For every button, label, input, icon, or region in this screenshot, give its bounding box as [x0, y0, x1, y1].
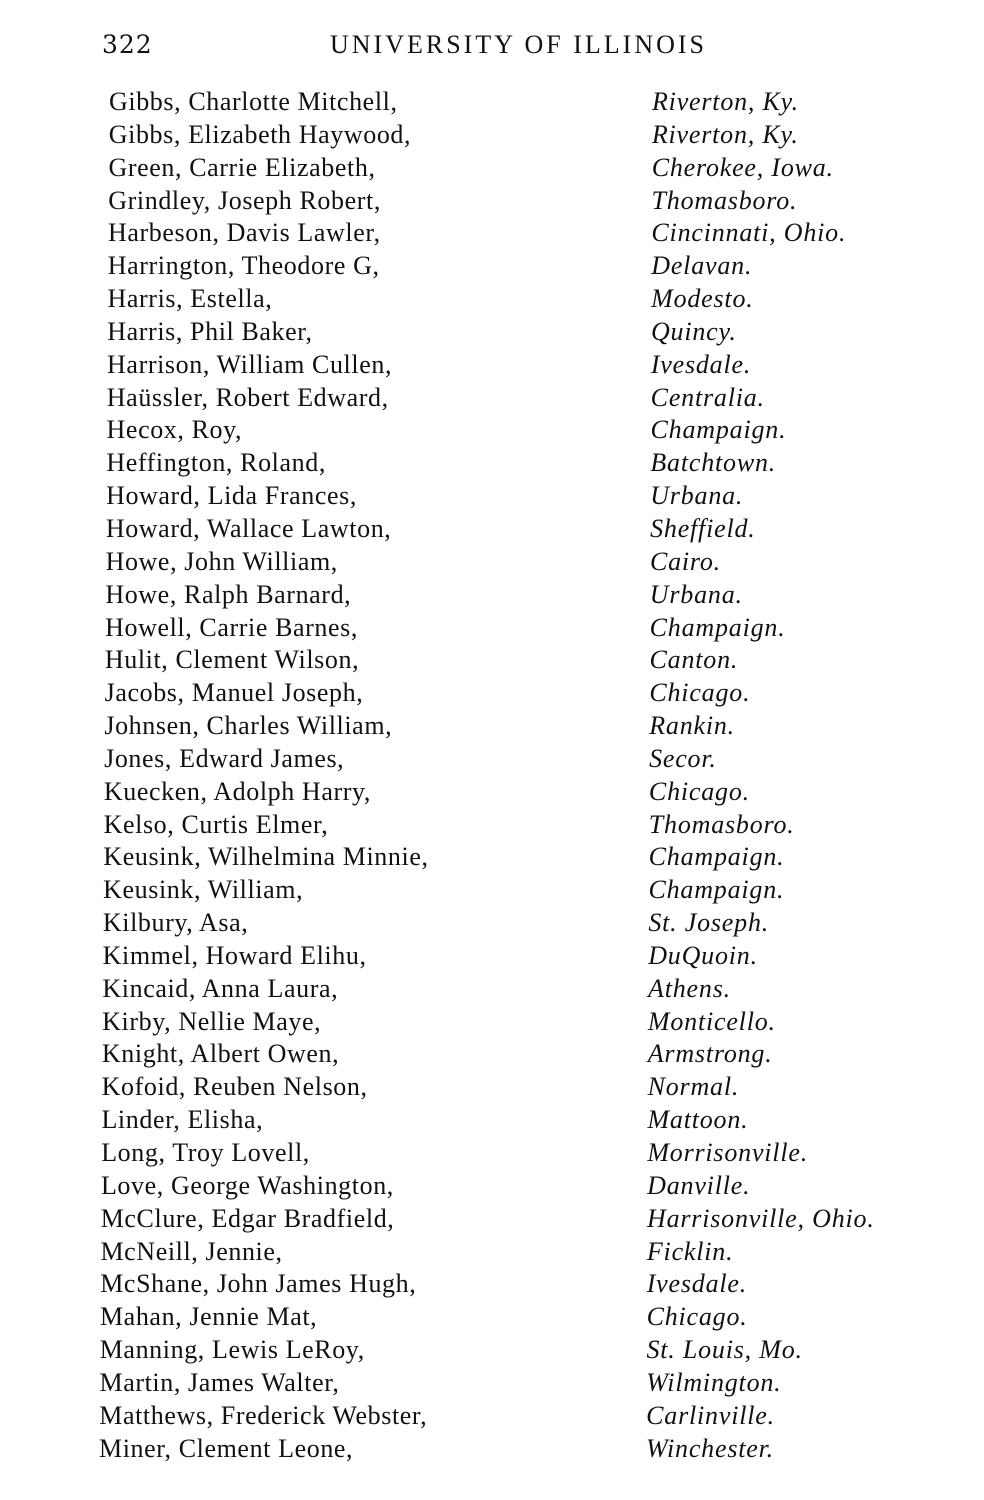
list-item [0, 874, 984, 907]
list-item [0, 1433, 984, 1466]
student-hometown: Ivesdale. [650, 349, 752, 379]
list-item [0, 1334, 984, 1367]
student-name: Kuecken, Adolph Harry, [103, 776, 371, 806]
student-name: Hulit, Clement Wilson, [104, 645, 360, 675]
student-hometown: Thomasboro. [651, 185, 798, 215]
list-item [0, 86, 984, 119]
list-item [0, 1236, 984, 1269]
student-hometown: Canton. [649, 645, 739, 675]
student-name: Long, Troy Lovell, [101, 1138, 310, 1167]
list-item [0, 677, 984, 710]
list-item [0, 1367, 984, 1400]
student-hometown: Secor. [649, 743, 717, 773]
student-name: Kofoid, Reuben Nelson, [101, 1072, 368, 1102]
student-hometown: Delavan. [651, 251, 753, 281]
student-hometown: Cherokee, Iowa. [651, 152, 834, 182]
student-name: Harris, Phil Baker, [107, 316, 313, 346]
student-hometown: Chicago. [646, 1302, 748, 1332]
page-header [0, 30, 984, 70]
student-name: Gibbs, Elizabeth Haywood, [108, 119, 412, 149]
list-item [0, 1301, 984, 1334]
list-item [0, 1268, 984, 1301]
student-hometown: Urbana. [649, 579, 743, 609]
list-item [0, 513, 984, 546]
student-name: Harrison, William Cullen, [107, 349, 393, 379]
list-item [0, 185, 984, 218]
student-hometown: DuQuoin. [648, 940, 758, 970]
list-item [0, 644, 984, 677]
student-hometown: Harrisonville, Ohio. [647, 1203, 875, 1233]
student-hometown: Cincinnati, Ohio. [651, 218, 847, 248]
list-item [0, 841, 984, 874]
student-name: Howell, Carrie Barnes, [105, 612, 358, 642]
list-item [0, 940, 984, 973]
student-name: Kimmel, Howard Elihu, [102, 940, 367, 970]
list-item [0, 743, 984, 776]
student-name: Kelso, Curtis Elmer, [103, 809, 329, 839]
running-head: UNIVERSITY OF ILLINOIS [330, 30, 708, 59]
list-item [0, 809, 984, 842]
student-hometown: Carlinville. [646, 1400, 775, 1430]
student-name: Howe, Ralph Barnard, [105, 579, 352, 609]
student-name: Heffington, Roland, [106, 448, 326, 478]
student-hometown: Morrisonville. [647, 1138, 808, 1167]
list-item [0, 283, 984, 316]
student-name: Keusink, William, [103, 875, 304, 905]
student-name: Green, Carrie Elizabeth, [108, 152, 376, 182]
list-item [0, 973, 984, 1006]
student-name: Kilbury, Asa, [102, 908, 249, 938]
page-number: 322 [102, 30, 153, 59]
list-item [0, 579, 984, 612]
student-hometown: Batchtown. [650, 448, 777, 478]
list-item [0, 217, 984, 250]
student-hometown: Quincy. [650, 316, 737, 346]
student-name: Johnsen, Charles William, [104, 711, 393, 741]
student-name: Jones, Edward James, [104, 743, 345, 773]
student-name: Howard, Wallace Lawton, [105, 513, 392, 543]
student-name: Manning, Lewis LeRoy, [99, 1335, 365, 1365]
list-item [0, 447, 984, 480]
list-item [0, 776, 984, 809]
list-item [0, 1170, 984, 1203]
student-name: Haüssler, Robert Edward, [106, 382, 389, 412]
student-hometown: Ficklin. [646, 1236, 734, 1266]
student-list [0, 86, 984, 1465]
student-hometown: Centralia. [650, 382, 765, 412]
student-hometown: Riverton, Ky. [651, 119, 799, 149]
student-hometown: Athens. [648, 973, 731, 1003]
student-name: Matthews, Frederick Webster, [99, 1400, 428, 1430]
list-item [0, 119, 984, 152]
list-item [0, 382, 984, 415]
student-hometown: Urbana. [650, 481, 744, 511]
student-hometown: Mattoon. [647, 1105, 749, 1135]
list-item [0, 710, 984, 743]
student-name: Hecox, Roy, [106, 415, 243, 445]
student-name: Harbeson, Davis Lawler, [108, 218, 381, 248]
student-name: Grindley, Joseph Robert, [108, 185, 381, 215]
student-name: Miner, Clement Leone, [99, 1433, 354, 1463]
student-hometown: Thomasboro. [648, 809, 795, 839]
list-item [0, 1400, 984, 1433]
list-item [0, 250, 984, 283]
student-name: Gibbs, Charlotte Mitchell, [109, 87, 398, 116]
list-item [0, 907, 984, 940]
list-item [0, 1203, 984, 1236]
list-item [0, 1071, 984, 1104]
list-item [0, 1104, 984, 1137]
student-name: McShane, John James Hugh, [100, 1269, 417, 1299]
student-name: Harris, Estella, [107, 284, 273, 314]
student-hometown: Champaign. [648, 875, 785, 905]
student-hometown: Modesto. [651, 284, 754, 314]
list-item [0, 349, 984, 382]
student-hometown: Normal. [647, 1072, 740, 1102]
student-hometown: Armstrong. [647, 1039, 773, 1069]
list-item [0, 1137, 984, 1170]
student-hometown: Riverton, Ky. [652, 87, 799, 116]
student-name: Howe, John William, [105, 546, 338, 576]
student-hometown: St. Louis, Mo. [646, 1335, 803, 1365]
student-name: Mahan, Jennie Mat, [99, 1302, 318, 1332]
student-name: Love, George Washington, [100, 1170, 394, 1200]
student-name: Linder, Elisha, [101, 1105, 264, 1135]
list-item [0, 612, 984, 645]
student-name: Jacobs, Manuel Joseph, [104, 678, 364, 708]
list-item [0, 1038, 984, 1071]
student-hometown: Wilmington. [646, 1367, 782, 1397]
list-item [0, 480, 984, 513]
student-hometown: Monticello. [647, 1006, 776, 1036]
student-name: Kincaid, Anna Laura, [102, 973, 339, 1003]
student-name: Martin, James Walter, [99, 1367, 340, 1397]
student-name: Howard, Lida Frances, [106, 481, 357, 511]
student-hometown: Cairo. [649, 546, 721, 576]
list-item [0, 152, 984, 185]
student-name: Harrington, Theodore G, [107, 251, 380, 281]
student-hometown: Ivesdale. [646, 1269, 748, 1299]
student-hometown: Chicago. [649, 678, 751, 708]
student-hometown: Champaign. [649, 612, 786, 642]
student-hometown: St. Joseph. [648, 908, 770, 938]
student-name: Kirby, Nellie Maye, [102, 1006, 322, 1036]
list-item [0, 1006, 984, 1039]
student-name: Knight, Albert Owen, [101, 1039, 340, 1069]
list-item [0, 546, 984, 579]
student-hometown: Chicago. [648, 776, 750, 806]
student-name: McClure, Edgar Bradfield, [100, 1203, 395, 1233]
student-hometown: Champaign. [650, 415, 787, 445]
student-hometown: Champaign. [648, 842, 785, 872]
student-hometown: Sheffield. [650, 513, 756, 543]
student-hometown: Danville. [647, 1170, 751, 1200]
list-item [0, 316, 984, 349]
student-hometown: Winchester. [646, 1433, 774, 1463]
student-name: McNeill, Jennie, [100, 1236, 283, 1266]
student-name: Keusink, Wilhelmina Minnie, [103, 842, 429, 872]
student-hometown: Rankin. [649, 711, 735, 741]
list-item [0, 414, 984, 447]
